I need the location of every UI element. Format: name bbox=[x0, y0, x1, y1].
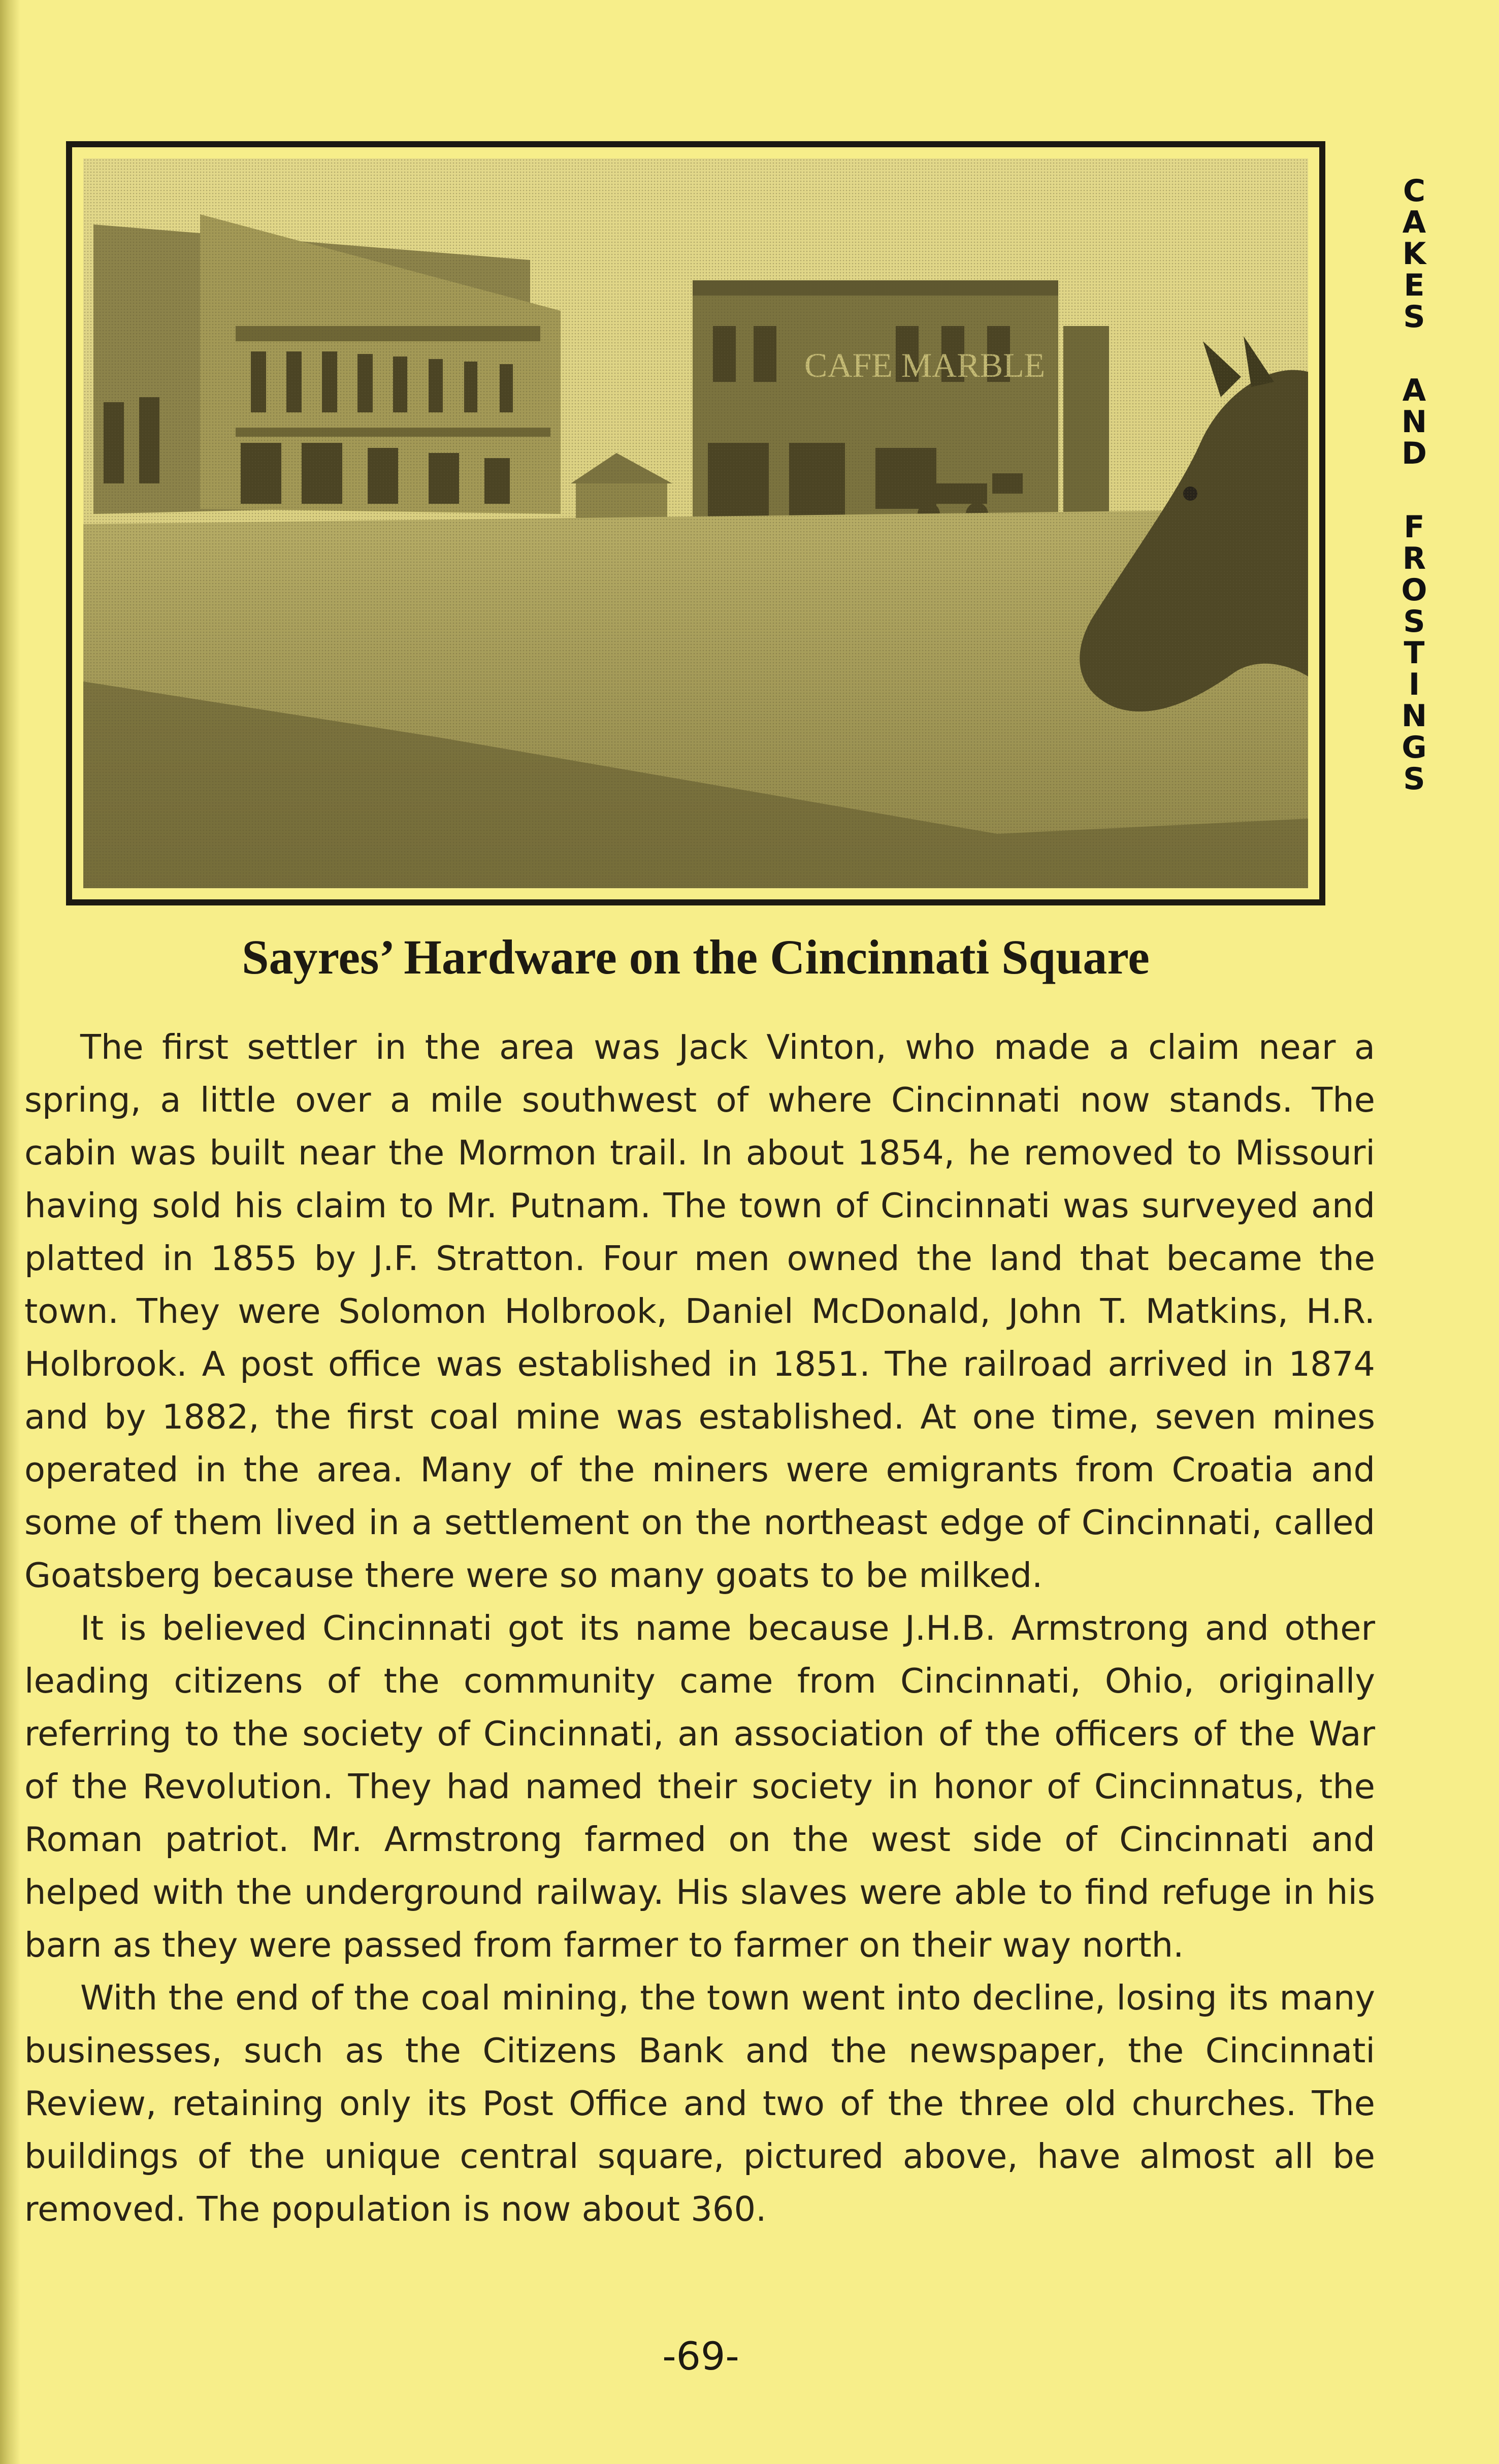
tab-gap bbox=[1386, 333, 1442, 375]
page-spine-shadow bbox=[0, 0, 20, 2464]
tab-letter: K bbox=[1402, 236, 1426, 272]
tab-letter: I bbox=[1408, 667, 1420, 702]
paragraph: The first settler in the area was Jack Vinton, who made a claim near a spring, a little over a mile southwest of where Cincinnati now stands. The cabin was built near the Mormon trail. In about 1854, he removed to Missouri having sold his claim to Mr. Putnam. The town of Cincinnati was surveyed and platted in 1855 by J.F. Stratton. Four men owned the land that became the town. They were Solomon Holbrook, Daniel McDonald, John T. Matkins, H.R. Holbrook. A post office was established in 1851. The railroad arrived in 1874 and by 1882, the first coal mine was established. At one time, seven mines operated in the area. Many of the miners were emigrants from Croatia and some of them lived in a settlement on the northeast edge of Cincinnati, called Goatsberg because there were so many goats to be milked. bbox=[24, 1027, 1375, 1595]
tab-letter: E bbox=[1404, 268, 1425, 303]
paragraph: It is believed Cincinnati got its name because J.H.B. Armstrong and other leading citizens of the community came from Cincinnati, Ohio, originally referring to the society of Cincinnati, an association of the officers of the War of the Revolution. They had named their society in honor of Cincinnatus, the Roman patriot. Mr. Armstrong farmed on the west side of Cincinnati and helped with the underground railway. His slaves were able to find refuge in his barn as they were passed from farmer to farmer on their way north. bbox=[24, 1608, 1375, 1965]
tab-letter: R bbox=[1402, 541, 1426, 576]
tab-letter: N bbox=[1401, 698, 1427, 734]
tab-letter: S bbox=[1403, 761, 1425, 797]
tab-letter: S bbox=[1403, 604, 1425, 639]
tab-letter: O bbox=[1401, 572, 1427, 608]
paragraph: With the end of the coal mining, the town went into decline, losing its many businesses, such as the Citizens Bank and the newspaper, the Cincinnati Review, retaining only its Post Office and two of the three old churches. The buildings of the unique central square, pictured above, have almost all be removed. The population is now about 360. bbox=[24, 1978, 1375, 2229]
tab-letter: N bbox=[1401, 404, 1427, 440]
section-tab-cakes-and-frostings bbox=[1386, 175, 1442, 795]
tab-letter: A bbox=[1402, 373, 1426, 408]
photo-caption: Sayres’ Hardware on the Cincinnati Square bbox=[242, 930, 1150, 984]
page-number: -69- bbox=[662, 2333, 739, 2379]
historic-photo bbox=[83, 158, 1308, 888]
tab-gap bbox=[1386, 469, 1442, 511]
tab-letter: D bbox=[1402, 436, 1427, 471]
tab-letter: C bbox=[1403, 173, 1426, 209]
tab-letter: T bbox=[1404, 635, 1425, 671]
photo-frame bbox=[66, 141, 1325, 905]
tab-letter: A bbox=[1402, 205, 1426, 240]
tab-letter: S bbox=[1403, 299, 1425, 335]
tab-letter: G bbox=[1402, 730, 1427, 765]
article-body bbox=[24, 1021, 1375, 2235]
tab-letter: F bbox=[1404, 509, 1425, 545]
